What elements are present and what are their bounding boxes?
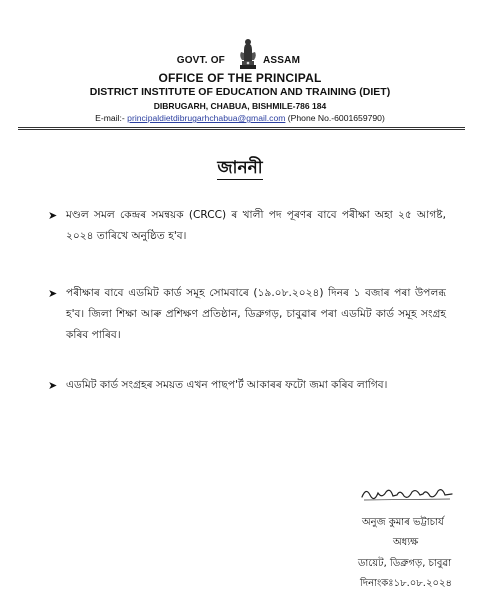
govt-of-text: GOVT. OF bbox=[176, 55, 225, 66]
bullet-arrow-icon: ➤ bbox=[48, 287, 58, 300]
header-divider-secondary bbox=[18, 129, 465, 130]
state-emblem-icon bbox=[237, 38, 259, 70]
signatory-designation: অধ্যক্ষ bbox=[393, 537, 419, 548]
bullet-arrow-icon: ➤ bbox=[48, 379, 58, 392]
email-link[interactable]: principaldietdibrugarhchabua@gmail.com bbox=[127, 113, 286, 123]
institute-name: DISTRICT INSTITUTE OF EDUCATION AND TRAINING (DIET) bbox=[89, 86, 391, 98]
institute-address: DIBRUGARH, CHABUA, BISHMILE-786 184 bbox=[153, 101, 327, 111]
email-label: E-mail:- bbox=[95, 113, 128, 123]
notice-title: জাননী bbox=[217, 158, 263, 178]
notice-paragraph-3: এডমিট কাৰ্ড সংগ্ৰহৰ সময়ত এখন পাছপ'ৰ্ট আকাৰৰ ফটো জমা কৰিব লাগিব। bbox=[66, 379, 388, 391]
notice-date: দিনাংকঃ১৮.০৮.২০২৪ bbox=[360, 578, 452, 589]
phone-number: (Phone No.-6001659790) bbox=[285, 113, 385, 123]
bullet-arrow-icon: ➤ bbox=[48, 209, 58, 222]
state-name-text: ASSAM bbox=[263, 55, 301, 66]
signatory-office: ডায়েট, ডিব্ৰুগড়, চাবুৱা bbox=[358, 558, 452, 569]
notice-paragraph-2: পৰীক্ষাৰ বাবে এডমিট কাৰ্ড সমূহ সোমবাৰে (১৯.০৮.২০২৪) দিনৰ ১ বজাৰ পৰা উপলব্ধ হ'ব। জিলা শিক্ষা আৰু প্ৰশিক্ষণ প্ৰতিষ্ঠান, ডিব্ৰুগড়, চাবুৱাৰ পৰা এডমিট কাৰ্ড সমূহ সংগ্ৰহ কৰিব পাৰিব। bbox=[66, 287, 446, 341]
notice-paragraph-1: মণ্ডল সমল কেন্দ্ৰৰ সমন্বয়ক (CRCC) ৰ খালী পদ পূৰণৰ বাবে পৰীক্ষা অহা ২৫ আগষ্ট, ২০২৪ তাৰিখে অনুষ্ঠিত হ'ব। bbox=[66, 209, 446, 242]
office-title: OFFICE OF THE PRINCIPAL bbox=[158, 71, 322, 85]
contact-line bbox=[0, 113, 480, 123]
header-divider bbox=[18, 127, 465, 128]
signatory-name: অনুজ কুমাৰ ভট্টাচাৰ্য bbox=[362, 517, 444, 528]
handwritten-signature bbox=[360, 483, 456, 505]
